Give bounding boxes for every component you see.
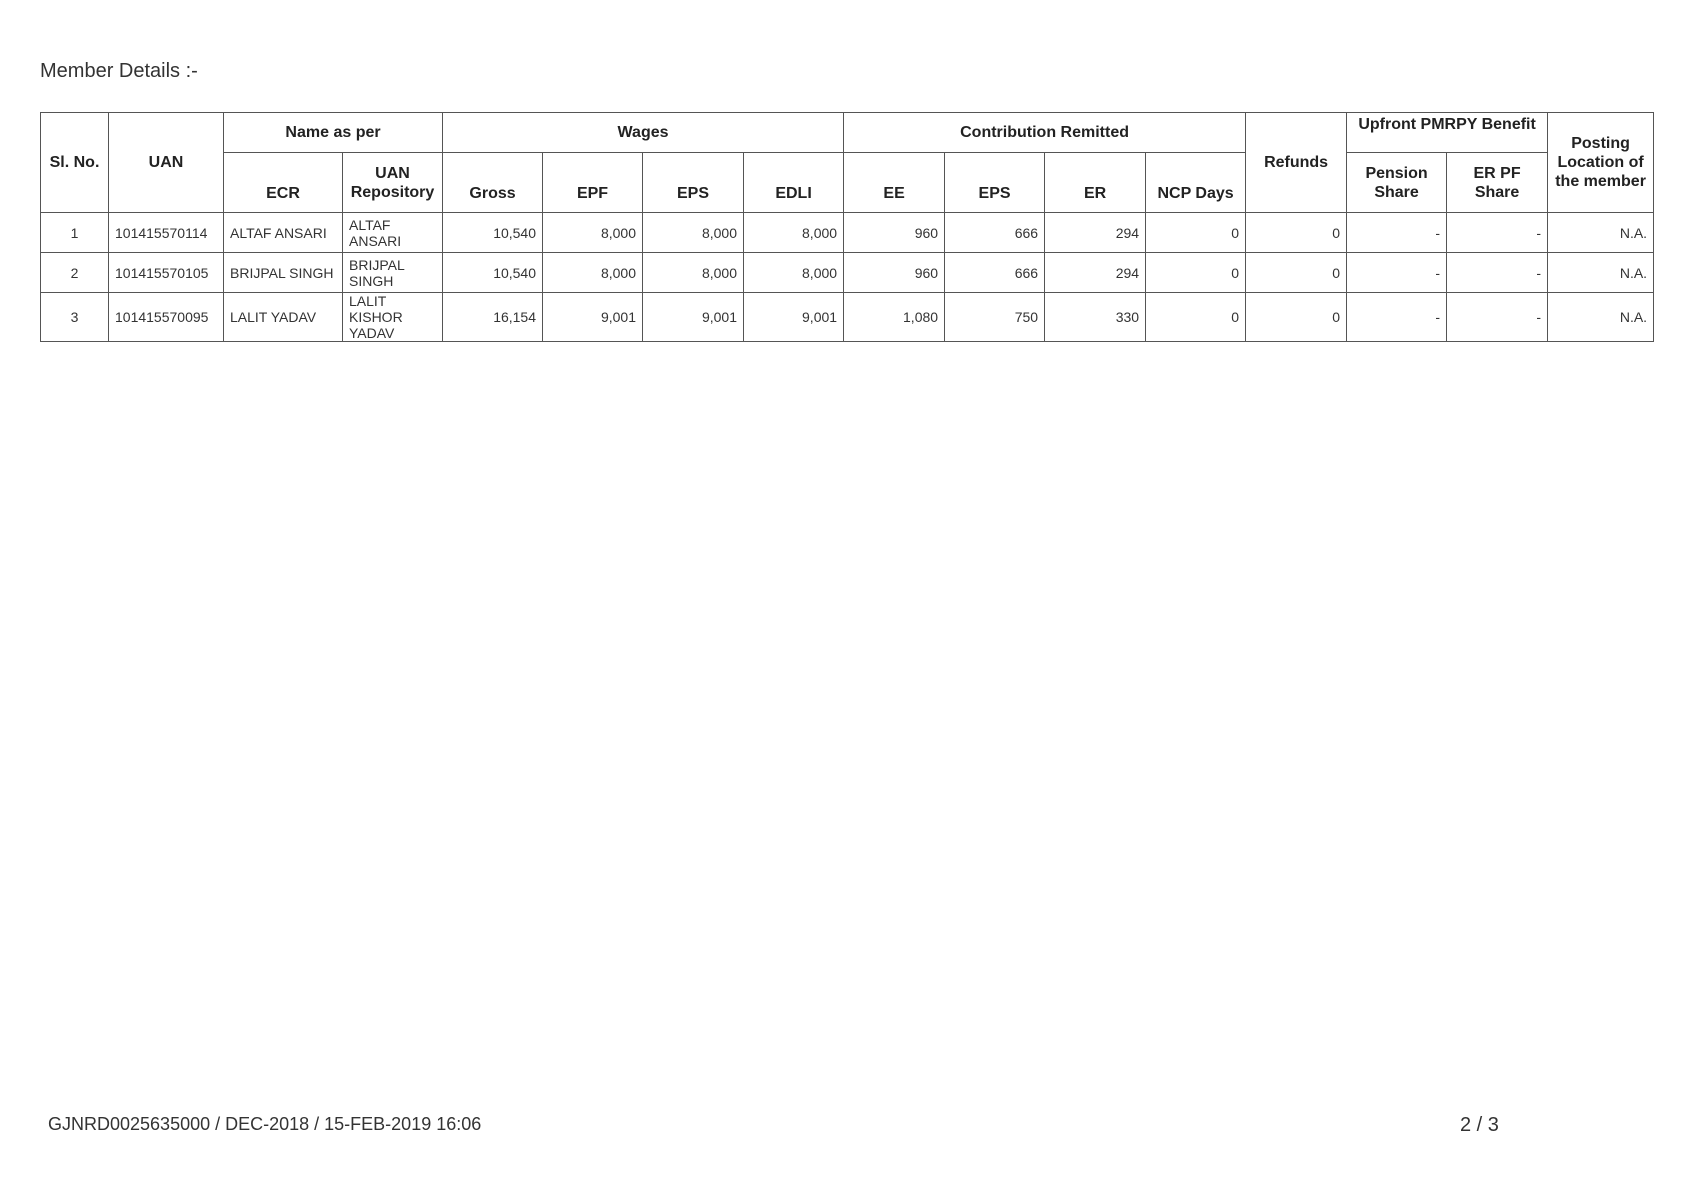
table-row — [41, 213, 1654, 253]
header-eps: EPS — [643, 153, 744, 213]
cell-posting-location: N.A. — [1548, 253, 1654, 293]
cell-eps-contribution: 666 — [945, 213, 1045, 253]
cell-er: 294 — [1045, 213, 1146, 253]
header-contribution-remitted: Contribution Remitted — [844, 113, 1246, 153]
header-pension-share: Pension Share — [1347, 153, 1447, 213]
cell-er-pf-share: - — [1447, 213, 1548, 253]
header-epf: EPF — [543, 153, 643, 213]
cell-epf: 8,000 — [543, 253, 643, 293]
header-eps-contribution: EPS — [945, 153, 1045, 213]
cell-posting-location: N.A. — [1548, 213, 1654, 253]
cell-ncp-days: 0 — [1146, 293, 1246, 342]
header-ecr: ECR — [224, 153, 343, 213]
cell-epf: 8,000 — [543, 213, 643, 253]
header-posting-location: Posting Location of the member — [1548, 113, 1654, 213]
cell-er-pf-share: - — [1447, 253, 1548, 293]
header-wages: Wages — [443, 113, 844, 153]
header-name-as-per: Name as per — [224, 113, 443, 153]
header-ee: EE — [844, 153, 945, 213]
cell-gross: 10,540 — [443, 213, 543, 253]
header-er-pf-share: ER PF Share — [1447, 153, 1548, 213]
cell-name-ecr: BRIJPAL SINGH — [224, 253, 343, 293]
header-uan: UAN — [109, 113, 224, 213]
cell-name-ecr: ALTAF ANSARI — [224, 213, 343, 253]
member-details-table — [40, 112, 1654, 342]
cell-er: 330 — [1045, 293, 1146, 342]
header-sl-no: Sl. No. — [41, 113, 109, 213]
cell-name-ecr: LALIT YADAV — [224, 293, 343, 342]
cell-edli: 8,000 — [744, 213, 844, 253]
header-edli: EDLI — [744, 153, 844, 213]
header-ncp-days: NCP Days — [1146, 153, 1246, 213]
cell-ncp-days: 0 — [1146, 253, 1246, 293]
cell-refunds: 0 — [1246, 253, 1347, 293]
cell-ee: 960 — [844, 253, 945, 293]
cell-eps: 8,000 — [643, 213, 744, 253]
cell-eps: 9,001 — [643, 293, 744, 342]
cell-gross: 10,540 — [443, 253, 543, 293]
section-title: Member Details :- — [40, 60, 198, 82]
cell-pension-share: - — [1347, 253, 1447, 293]
table-row — [41, 293, 1654, 342]
cell-refunds: 0 — [1246, 293, 1347, 342]
cell-edli: 8,000 — [744, 253, 844, 293]
cell-refunds: 0 — [1246, 213, 1347, 253]
cell-sl-no: 3 — [41, 293, 109, 342]
cell-epf: 9,001 — [543, 293, 643, 342]
cell-ee: 960 — [844, 213, 945, 253]
cell-ncp-days: 0 — [1146, 213, 1246, 253]
cell-sl-no: 1 — [41, 213, 109, 253]
cell-er-pf-share: - — [1447, 293, 1548, 342]
cell-er: 294 — [1045, 253, 1146, 293]
cell-posting-location: N.A. — [1548, 293, 1654, 342]
cell-name-uan-repository: BRIJPAL SINGH — [343, 253, 443, 293]
header-upfront-pmrpy-benefit: Upfront PMRPY Benefit — [1347, 113, 1548, 153]
table-row — [41, 253, 1654, 293]
cell-uan: 101415570105 — [109, 253, 224, 293]
cell-pension-share: - — [1347, 293, 1447, 342]
cell-name-uan-repository: ALTAF ANSARI — [343, 213, 443, 253]
cell-sl-no: 2 — [41, 253, 109, 293]
page-number: 2 / 3 — [1460, 1114, 1499, 1136]
header-uan-repository: UAN Repository — [343, 153, 443, 213]
cell-eps-contribution: 750 — [945, 293, 1045, 342]
cell-uan: 101415570114 — [109, 213, 224, 253]
document-reference: GJNRD0025635000 / DEC-2018 / 15-FEB-2019 16:06 — [48, 1114, 482, 1134]
cell-eps: 8,000 — [643, 253, 744, 293]
cell-name-uan-repository: LALIT KISHOR YADAV — [343, 293, 443, 342]
cell-eps-contribution: 666 — [945, 253, 1045, 293]
header-gross: Gross — [443, 153, 543, 213]
cell-ee: 1,080 — [844, 293, 945, 342]
header-er: ER — [1045, 153, 1146, 213]
header-refunds: Refunds — [1246, 113, 1347, 213]
cell-gross: 16,154 — [443, 293, 543, 342]
cell-uan: 101415570095 — [109, 293, 224, 342]
cell-pension-share: - — [1347, 213, 1447, 253]
cell-edli: 9,001 — [744, 293, 844, 342]
